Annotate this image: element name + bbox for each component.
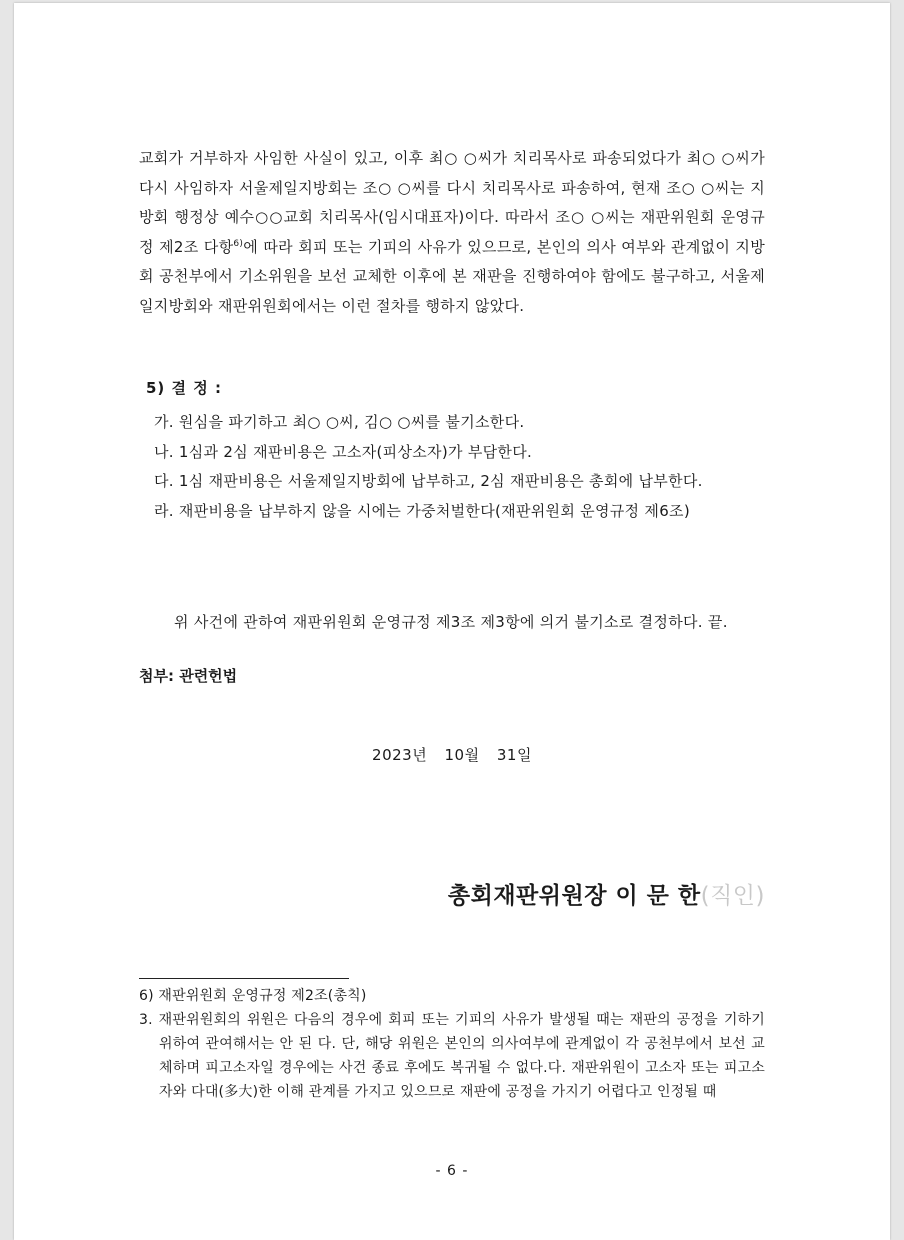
date-day: 31일 <box>496 746 532 764</box>
footnote-divider <box>139 978 349 979</box>
signer-name: 총회재판위원장 이 문 한 <box>447 883 701 909</box>
attachment-label: 첨부: 관련헌법 <box>139 667 238 685</box>
footnote <box>139 984 765 1104</box>
footnote-reference[interactable]: 6) <box>233 238 244 249</box>
signature-block <box>448 877 765 910</box>
page-number: - 6 - <box>435 1163 469 1179</box>
body-text-part1: 교회가 거부하자 사임한 사실이 있고, 이후 최○ ○씨가 치리목사로 파송되었다가 최○ ○씨가 다시 사임하자 서울제일지방회는 조○ ○씨를 다시 치리목사로 파송하여, 현재 조○ ○씨는 지방회 행정상 예수○○교회 치리목사(임시대표자)이다. 따라서 조○ ○씨는 재판위원회 운영규정 제2조 다항 <box>139 149 765 256</box>
decision-list <box>139 408 765 526</box>
body-text-part2: 에 따라 회피 또는 기피의 사유가 있으므로, 본인의 의사 여부와 관계없이 지방회 공천부에서 기소위원을 보선 교체한 이후에 본 재판을 진행하여야 함에도 불구하고, 서울제일지방회와 재판위원회에서는 이런 절차를 행하지 않았다. <box>139 237 766 315</box>
date-year: 2023년 <box>372 746 428 764</box>
decision-item: 라. 재판비용을 납부하지 않을 시에는 가중처벌한다(재판위원회 운영규정 제6조) <box>154 501 690 520</box>
decision-item: 가. 원심을 파기하고 최○ ○씨, 김○ ○씨를 불기소한다. <box>154 413 525 431</box>
date-month: 10월 <box>444 746 480 764</box>
body-paragraph <box>139 144 765 321</box>
decision-heading: 5) 결 정 : <box>146 379 222 397</box>
footnote-title: 6) 재판위원회 운영규정 제2조(총칙) <box>139 988 367 1004</box>
document-page <box>14 3 890 1240</box>
footnote-item: 3. 재판위원회의 위원은 다음의 경우에 회피 또는 기피의 사유가 발생될 때는 재판의 공정을 기하기 위하여 관여해서는 안 된 다. 단, 해당 위원은 본인의 의사여부에 관계없이 각 공천부에서 보선 교체하며 피고소자일 경우에는 사건 종료 후에도 복귀될 수 없다.다. 재판위원이 고소자 또는 피고소자와 다대(多大)한 이해 관계를 가지고 있으므로 재판에 공정을 가지기 어렵다고 인정될 때 <box>139 1012 765 1100</box>
conclusion-statement: 위 사건에 관하여 재판위원회 운영규정 제3조 제3항에 의거 불기소로 결정하다. 끝. <box>174 613 728 631</box>
document-date <box>14 744 890 765</box>
decision-item: 다. 1심 재판비용은 서울제일지방회에 납부하고, 2심 재판비용은 총회에 납부한다. <box>154 472 703 490</box>
decision-item: 나. 1심과 2심 재판비용은 고소자(피상소자)가 부담한다. <box>154 442 533 461</box>
official-seal-mark: (직인) <box>700 883 765 909</box>
